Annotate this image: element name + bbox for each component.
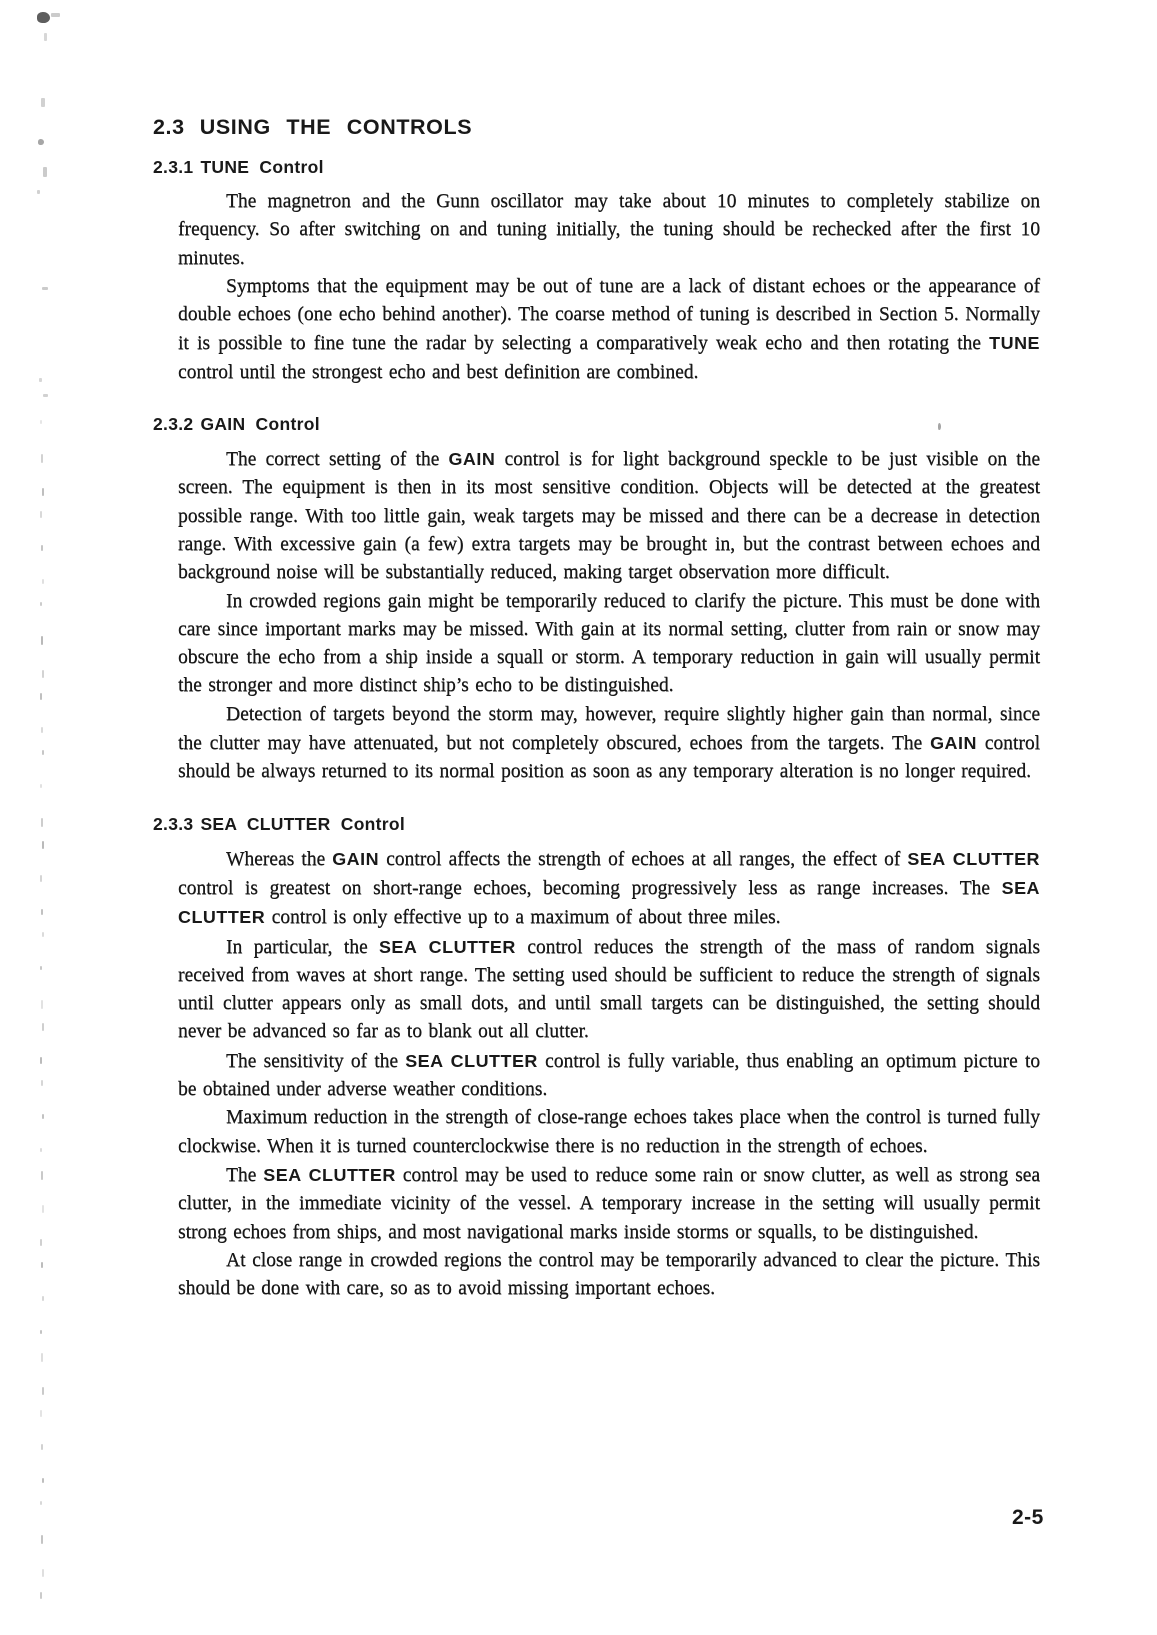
- body-paragraph: [178, 845, 1040, 933]
- body-text: The sensitivity of the: [226, 1050, 406, 1072]
- scan-artifact: [41, 1353, 43, 1362]
- control-name: GAIN: [332, 848, 380, 869]
- control-name: SEA CLUTTER: [907, 848, 1040, 869]
- scan-artifact: [40, 784, 42, 788]
- scan-artifact: [40, 1148, 42, 1152]
- body-paragraph: [178, 273, 1040, 387]
- scan-artifact: [41, 454, 43, 463]
- scan-artifact: [41, 545, 43, 551]
- body-text: control may be used to reduce some rain or snow clutter, as well as strong sea clutter, in the immediate vicinity of the vessel. A temporary increase in the setting will usually permit strong echoes from ships, and most navigational marks inside storms or squalls, to be distinguished.: [178, 1164, 1040, 1243]
- body-text: In particular, the: [226, 936, 379, 958]
- heading-number: 2.3.3: [153, 813, 194, 834]
- control-name: GAIN: [930, 733, 977, 754]
- scan-artifact: [40, 875, 42, 882]
- scan-artifact: [44, 33, 47, 41]
- body-text: control is only effective up to a maximum of about three miles.: [265, 907, 781, 929]
- scan-artifact: [42, 750, 44, 755]
- body-text: control affects the strength of echoes at all ranges, the effect of: [379, 848, 908, 870]
- body-text: control is for light background speckle to be just visible on the screen. The equipment is then in its most sensitive condition. Objects will be detected at the greatest possible range. With too little gain, weak targets may be missed and there can be a decrease in detection range. With excessive gain (a few) extra targets may be brought in, but the contrast between echoes and background noise will be substantially reduced, making target observation more difficult.: [178, 449, 1040, 584]
- body-text: Maximum reduction in the strength of close-range echoes takes place when the control is turned fully clockwise. When it is turned counterclockwise there is no reduction in the strength of echoes.: [178, 1107, 1040, 1157]
- control-name: GAIN: [448, 449, 496, 470]
- scan-artifact: [40, 693, 42, 700]
- control-name: SEA CLUTTER: [405, 1050, 538, 1071]
- body-paragraph: [178, 1104, 1040, 1161]
- body-paragraph: [178, 1047, 1040, 1105]
- scan-artifact: [37, 190, 40, 194]
- heading-title: TUNE Control: [200, 157, 324, 177]
- body-text: control until the strongest echo and best definition are combined.: [178, 361, 699, 383]
- body-text: control is fully variable, thus enabling an optimum picture to be obtained under adverse weather conditions.: [178, 1050, 1040, 1101]
- body-paragraph: [178, 933, 1040, 1047]
- body-text: Symptoms that the equipment may be out of tune are a lack of distant echoes or the appearance of double echoes (one echo behind another). The coarse method of tuning is described in Section 5. Normally it is possible to fine tune the radar by selecting a comparatively weak echo and then rotating the: [178, 275, 1040, 355]
- scan-artifact: [41, 1262, 43, 1268]
- subsection-heading: [153, 813, 1045, 835]
- body-text: The magnetron and the Gunn oscillator may take about 10 minutes to completely stabilize on frequency. So after switching on and tuning initially, the tuning should be rechecked after the first 10 minutes.: [178, 191, 1040, 269]
- scan-artifact: [41, 1444, 43, 1450]
- scan-artifact: [41, 1000, 43, 1009]
- section-heading: [153, 114, 1045, 141]
- heading-title: USING THE CONTROLS: [199, 115, 473, 139]
- control-name: TUNE: [989, 333, 1040, 354]
- body-text: In crowded regions gain might be temporarily reduced to clarify the picture. This must be done with care since important marks may be missed. With gain at its normal setting, clutter from rain or snow may obscure the echo from a ship inside a squall or storm. A temporary reduction in gain will usually permit the stronger and more distinct ship’s echo to be distinguished.: [178, 590, 1040, 697]
- scan-artifact: [40, 1592, 42, 1599]
- document-content: [153, 114, 1045, 1303]
- scan-artifact: [41, 1535, 43, 1544]
- scan-artifact: [41, 818, 43, 827]
- body-text: The: [226, 1164, 264, 1186]
- scan-artifact: [40, 511, 42, 518]
- scan-artifact: [42, 841, 44, 849]
- control-name: SEA CLUTTER: [178, 877, 1040, 928]
- scan-artifact: [41, 636, 43, 645]
- body-paragraph: [178, 445, 1040, 587]
- scan-artifact: [41, 1080, 43, 1086]
- body-paragraph: [178, 701, 1040, 787]
- control-name: SEA CLUTTER: [378, 936, 516, 957]
- scan-artifact: [40, 966, 42, 970]
- scan-artifact: [40, 1057, 42, 1064]
- scan-artifact: [37, 12, 50, 23]
- scan-artifact: [41, 727, 43, 733]
- scan-artifact: [40, 1239, 42, 1246]
- body-paragraph: [178, 1161, 1040, 1247]
- scan-artifact: [40, 602, 42, 606]
- heading-title: SEA CLUTTER Control: [200, 813, 406, 834]
- page-number: 2-5: [1012, 1506, 1044, 1529]
- scan-artifact: [43, 394, 48, 397]
- scan-artifact: [40, 1501, 42, 1505]
- body-text: control should be always returned to its normal position as soon as any temporary alteration is no longer required.: [178, 733, 1041, 783]
- scan-artifact: [41, 909, 43, 915]
- scan-artifact: [40, 420, 42, 424]
- scan-artifact: [43, 167, 47, 177]
- scan-artifact: [42, 579, 44, 584]
- scan-artifact: [42, 1387, 44, 1395]
- body-text: control reduces the strength of the mass of random signals received from waves at short range. The setting used should be sufficient to reduce the strength of signals until clutter appears only as small dots, and until small targets can be distinguished, the setting should never be advanced so far as to blank out all clutter.: [178, 936, 1040, 1043]
- scan-artifact: [42, 1296, 44, 1301]
- scan-artifact: [41, 1171, 43, 1180]
- scan-artifact: [42, 1569, 44, 1577]
- body-paragraph: [178, 588, 1040, 701]
- heading-number: 2.3: [153, 115, 185, 139]
- subsection-heading: [153, 413, 1045, 435]
- scan-artifact: [42, 932, 44, 937]
- scan-artifact: [42, 1023, 44, 1031]
- subsection-heading: [153, 156, 1045, 178]
- scan-artifact: [42, 670, 44, 678]
- scan-artifact: [51, 13, 60, 17]
- scan-artifact: [38, 139, 44, 145]
- heading-number: 2.3.2: [153, 414, 194, 435]
- scan-artifact: [42, 287, 48, 290]
- scan-artifact: [41, 98, 45, 107]
- body-text: control is greatest on short-range echoes, becoming progressively less as range increases. The: [178, 877, 1002, 899]
- scan-artifact: [42, 1114, 44, 1119]
- body-text: At close range in crowded regions the control may be temporarily advanced to clear the picture. This should be done with care, so as to avoid missing important echoes.: [178, 1249, 1040, 1300]
- body-text: Whereas the: [226, 848, 333, 870]
- heading-number: 2.3.1: [153, 157, 194, 177]
- scan-artifact: [40, 1410, 42, 1417]
- scan-artifact: [42, 488, 44, 496]
- body-paragraph: [178, 1247, 1040, 1304]
- scan-artifact: [39, 378, 42, 382]
- body-text: The correct setting of the: [226, 449, 449, 471]
- heading-title: GAIN Control: [200, 414, 320, 435]
- body-paragraph: [178, 188, 1040, 273]
- scan-artifact: [42, 1478, 44, 1483]
- scan-artifact: [40, 1330, 42, 1334]
- control-name: SEA CLUTTER: [263, 1164, 396, 1185]
- body-text: Detection of targets beyond the storm may, however, require slightly higher gain than normal, since the clutter may have attenuated, but not completely obscured, echoes from the targets. The: [178, 703, 1040, 755]
- scan-artifact: [42, 1205, 44, 1213]
